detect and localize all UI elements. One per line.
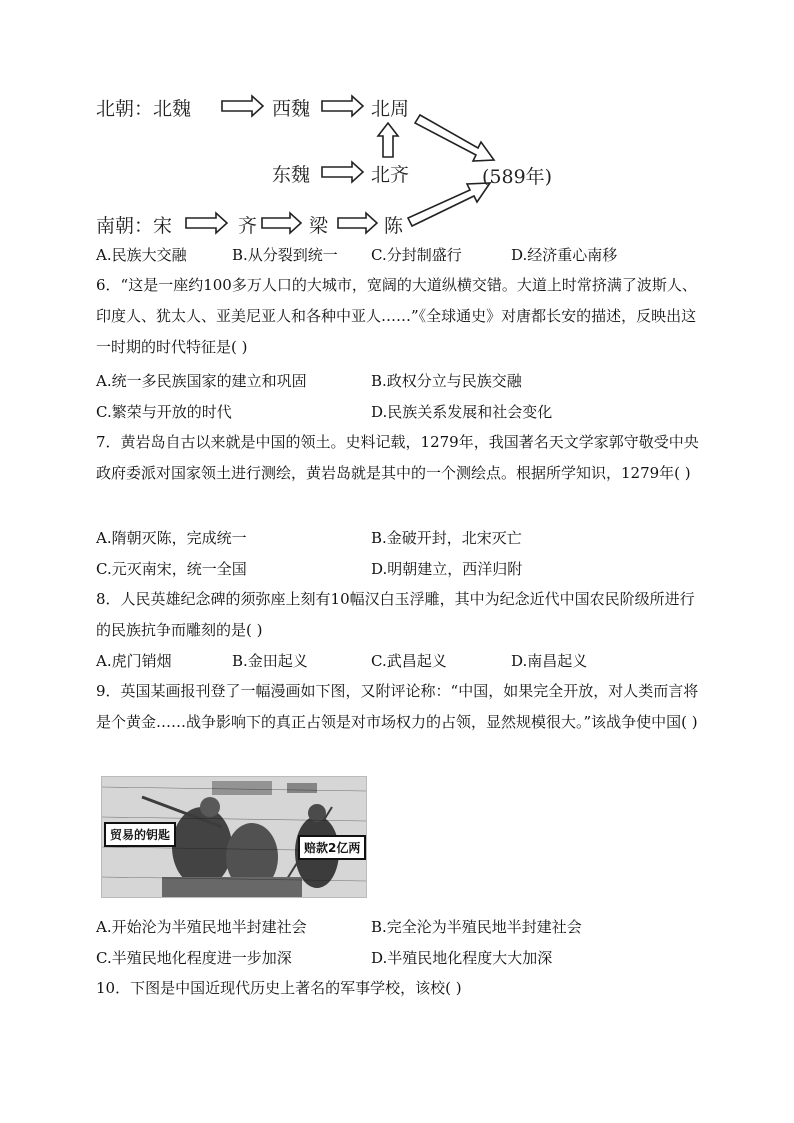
arrow-right-icon — [322, 96, 363, 116]
q6-option-a[interactable]: A.统一多民族国家的建立和巩固 — [96, 372, 307, 390]
northern-zhou-label: 北周 — [371, 98, 410, 120]
q6-option-d[interactable]: D.民族关系发展和社会变化 — [371, 403, 553, 421]
cartoon-label-indemnity: 赔款2亿两 — [298, 835, 366, 860]
q8-option-c[interactable]: C.武昌起义 — [371, 652, 447, 670]
q5-option-a[interactable]: A.民族大交融 — [96, 246, 187, 264]
arrow-diagonal-icon — [415, 115, 494, 161]
q5-option-b[interactable]: B.从分裂到统一 — [232, 246, 338, 264]
q6-option-b[interactable]: B.政权分立与民族交融 — [371, 372, 522, 390]
q8-option-b[interactable]: B.金田起义 — [232, 652, 308, 670]
arrow-right-icon — [338, 213, 377, 233]
war-cartoon-image — [101, 776, 367, 898]
q7-option-d[interactable]: D.明朝建立，西洋归附 — [371, 560, 523, 578]
q6-stem: 6．“这是一座约100多万人口的大城市，宽阔的大道纵横交错。大道上时常挤满了波斯人、印度人、犹太人、亚美尼亚人和各种中亚人……”《全球通史》对唐都长安的描述，反映出这一时期的时代特征是( ) — [96, 276, 697, 356]
northern-qi-label: 北齐 — [371, 164, 410, 186]
q7-option-a[interactable]: A.隋朝灭陈，完成统一 — [96, 529, 247, 547]
arrow-diagonal-icon — [408, 183, 490, 226]
liang-label: 梁 — [309, 215, 329, 237]
south-dynasty-label: 南朝：宋 — [96, 215, 173, 237]
diagram-arrows — [0, 0, 794, 260]
q9-option-c[interactable]: C.半殖民地化程度进一步加深 — [96, 949, 292, 967]
q5-option-d[interactable]: D.经济重心南移 — [511, 246, 618, 264]
q6-option-c[interactable]: C.繁荣与开放的时代 — [96, 403, 232, 421]
year-589-label: (589年) — [482, 166, 553, 188]
arrow-right-icon — [186, 213, 227, 233]
western-wei-label: 西魏 — [272, 98, 311, 120]
eastern-wei-label: 东魏 — [272, 164, 311, 186]
q9-option-b[interactable]: B.完全沦为半殖民地半封建社会 — [371, 918, 582, 936]
arrow-right-icon — [322, 162, 363, 182]
q8-option-d[interactable]: D.南昌起义 — [511, 652, 588, 670]
q5-option-c[interactable]: C.分封制盛行 — [371, 246, 462, 264]
chen-label: 陈 — [384, 215, 404, 237]
q7-option-b[interactable]: B.金破开封，北宋灭亡 — [371, 529, 522, 547]
arrow-up-icon — [378, 123, 398, 157]
arrow-right-icon — [222, 96, 263, 116]
q9-option-d[interactable]: D.半殖民地化程度大大加深 — [371, 949, 553, 967]
arrow-right-icon — [262, 213, 301, 233]
q9-option-a[interactable]: A.开始沦为半殖民地半封建社会 — [96, 918, 307, 936]
q7-option-c[interactable]: C.元灭南宋，统一全国 — [96, 560, 247, 578]
cartoon-label-trade-key: 贸易的钥匙 — [104, 822, 176, 847]
q9-stem: 9．英国某画报刊登了一幅漫画如下图，又附评论称：“中国，如果完全开放，对人类而言将是个黄金……战争影响下的真正占领是对市场权力的占领，显然规模很大。”该战争使中国( ) — [96, 682, 699, 731]
qi-label: 齐 — [238, 215, 258, 237]
q10-stem: 10．下图是中国近现代历史上著名的军事学校，该校( ) — [96, 979, 462, 997]
q8-option-a[interactable]: A.虎门销烟 — [96, 652, 172, 670]
q7-stem: 7．黄岩岛自古以来就是中国的领土。史料记载，1279年，我国著名天文学家郭守敬受中央政府委派对国家领土进行测绘，黄岩岛就是其中的一个测绘点。根据所学知识，1279年( ) — [96, 433, 699, 482]
q8-stem: 8．人民英雄纪念碑的须弥座上刻有10幅汉白玉浮雕，其中为纪念近代中国农民阶级所进行的民族抗争而雕刻的是( ) — [96, 590, 695, 639]
north-dynasty-label: 北朝：北魏 — [96, 98, 192, 120]
